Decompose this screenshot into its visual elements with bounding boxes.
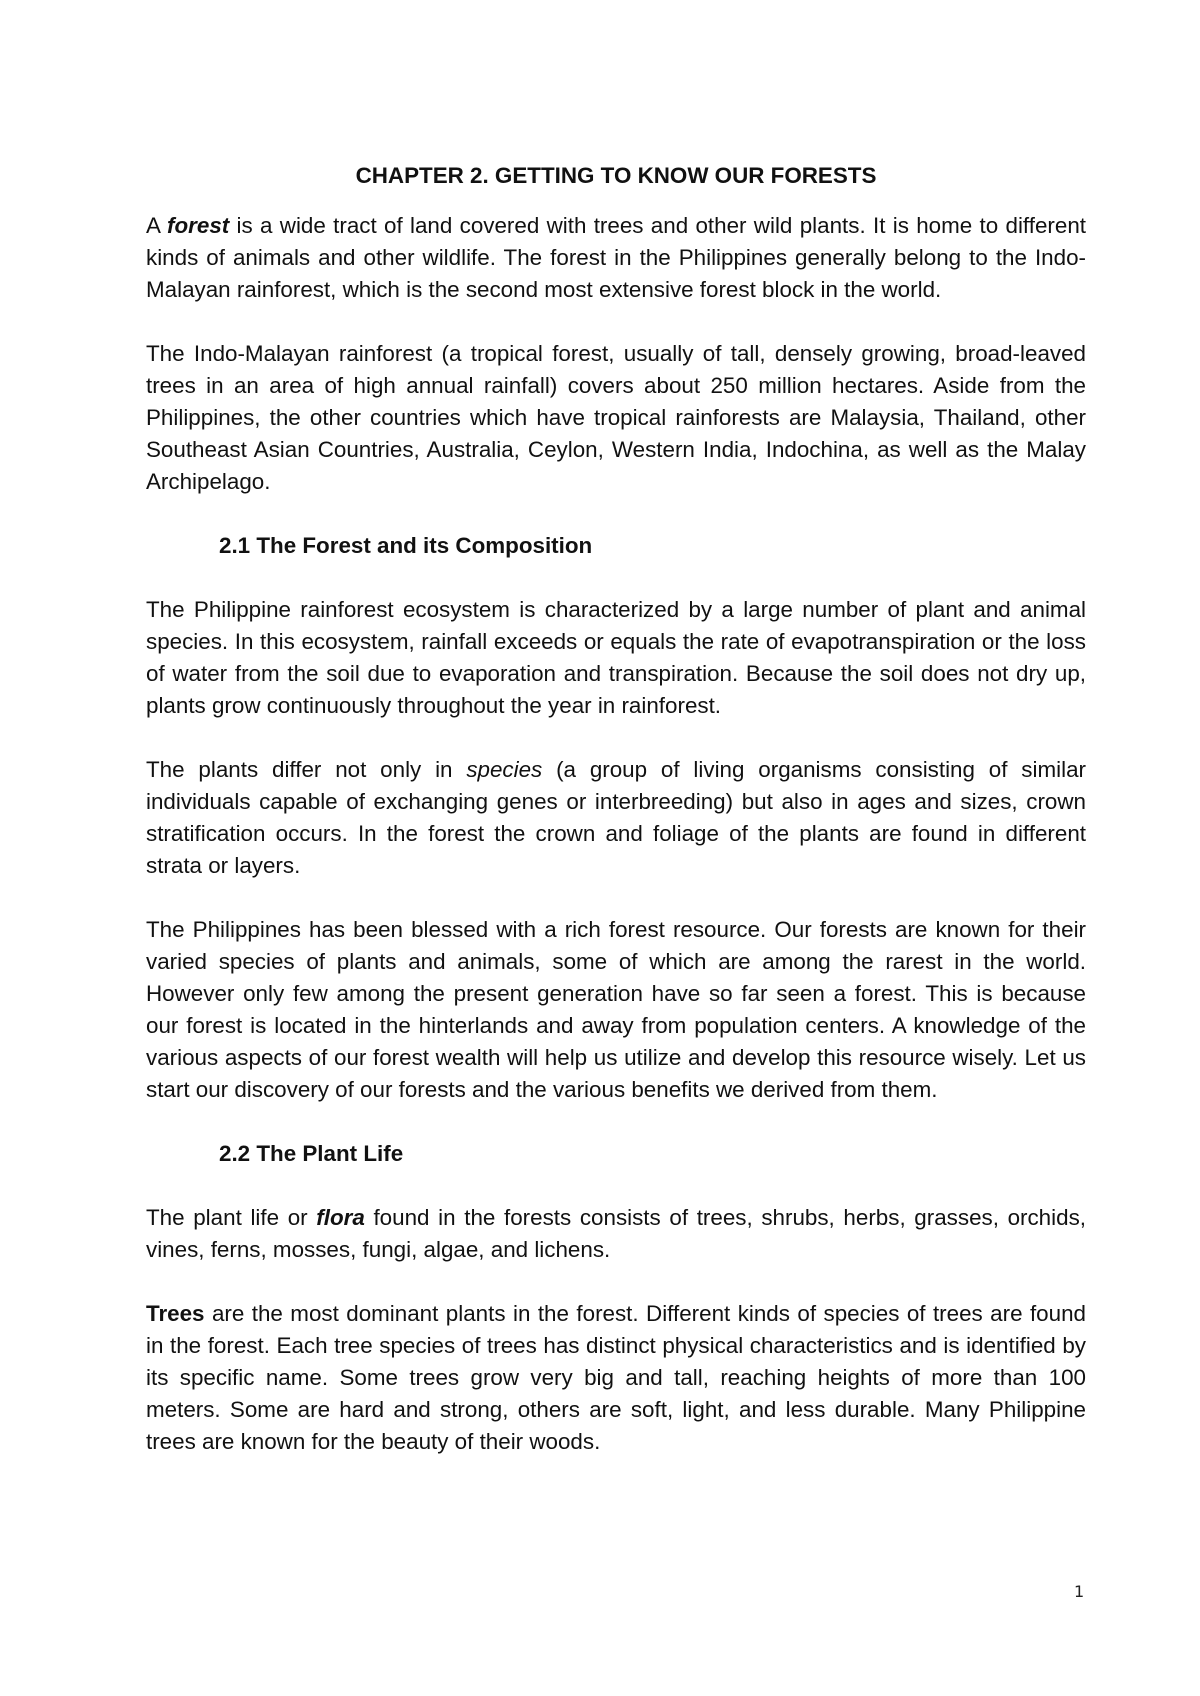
page-number: 1: [1074, 1582, 1085, 1601]
page-content: [146, 160, 1086, 1490]
species-lead: The plants differ not only in: [146, 757, 467, 782]
chapter-title: CHAPTER 2. GETTING TO KNOW OUR FORESTS: [355, 163, 877, 188]
intro-rest: is a wide tract of land covered with trees and other wild plants. It is home to different kinds of animals and other wildlife. The forest in the Philippines generally belong to the Indo-Malayan rainforest, which is the second most extensive forest block in the world.: [146, 213, 1086, 302]
flora-lead: The plant life or: [146, 1205, 317, 1230]
section-heading-2-2: 2.2 The Plant Life: [219, 1141, 404, 1166]
flora-rest: found in the forests consists of trees, shrubs, herbs, grasses, orchids, vines, ferns, mosses, fungi, algae, and lichens.: [146, 1205, 1086, 1262]
composition-paragraph-1: The Philippine rainforest ecosystem is characterized by a large number of plant and animal species. In this ecosystem, rainfall exceeds or equals the rate of evapotranspiration or the loss of water from the soil due to evaporation and transpiration. Because the soil does not dry up, plants grow continuously throughout the year in rainforest.: [146, 597, 1086, 718]
term-flora: flora: [316, 1205, 365, 1230]
plant-life-paragraph-1: [146, 1202, 1086, 1266]
term-trees: Trees: [146, 1301, 205, 1326]
species-rest: (a group of living organisms consisting of similar individuals capable of exchanging genes or interbreeding) but also in ages and sizes, crown stratification occurs. In the forest the crown and foliage of the plants are found in different strata or layers.: [146, 757, 1086, 878]
term-species: species: [466, 757, 543, 782]
intro-lead: A: [146, 213, 168, 238]
trees-rest: are the most dominant plants in the forest. Different kinds of species of trees are found in the forest. Each tree species of trees has distinct physical characteristics and is identified by its specific name. Some trees grow very big and tall, reaching heights of more than 100 meters. Some are hard and strong, others are soft, light, and less durable. Many Philippine trees are known for the beauty of their woods.: [146, 1301, 1086, 1454]
rainforest-paragraph: The Indo-Malayan rainforest (a tropical forest, usually of tall, densely growing, broad-leaved trees in an area of high annual rainfall) covers about 250 million hectares. Aside from the Philippines, the other countries which have tropical rainforests are Malaysia, Thailand, other Southeast Asian Countries, Australia, Ceylon, Western India, Indochina, as well as the Malay Archipelago.: [146, 341, 1086, 494]
term-forest: forest: [167, 213, 230, 238]
intro-paragraph: [146, 210, 1086, 306]
composition-paragraph-2: [146, 754, 1086, 882]
section-heading-2-1: 2.1 The Forest and its Composition: [219, 533, 593, 558]
plant-life-paragraph-2: [146, 1298, 1086, 1458]
composition-paragraph-3: The Philippines has been blessed with a rich forest resource. Our forests are known for their varied species of plants and animals, some of which are among the rarest in the world. However only few among the present generation have so far seen a forest. This is because our forest is located in the hinterlands and away from population centers. A knowledge of the various aspects of our forest wealth will help us utilize and develop this resource wisely. Let us start our discovery of our forests and the various benefits we derived from them.: [146, 917, 1086, 1102]
